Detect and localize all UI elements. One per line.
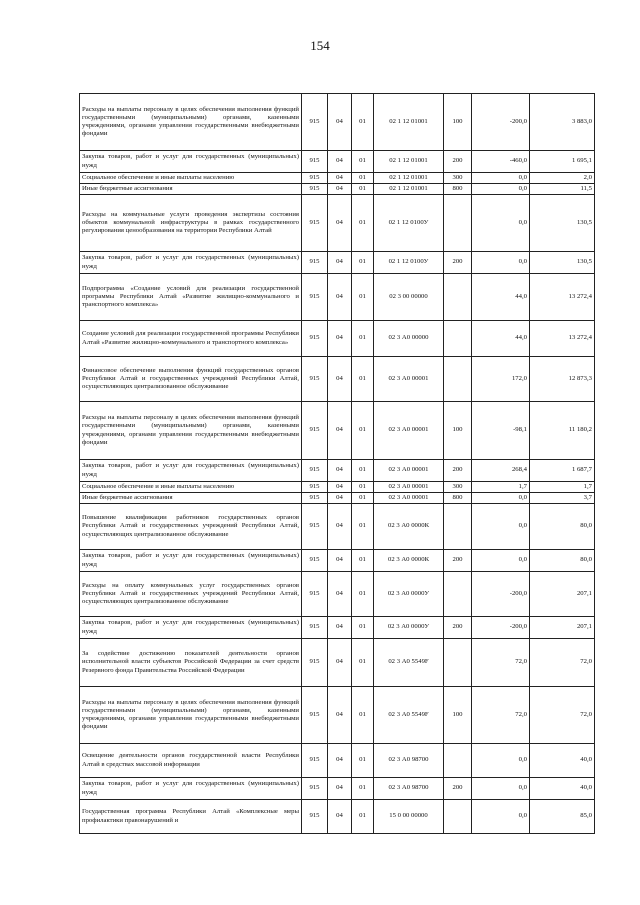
table-row — [80, 744, 595, 778]
row-total-amount: 3,7 — [530, 493, 595, 504]
row-total-amount: 11 180,2 — [530, 402, 595, 460]
row-change-amount: 0,0 — [472, 252, 530, 274]
row-section: 04 — [328, 151, 352, 173]
row-subsection: 01 — [352, 173, 374, 184]
row-total-amount: 130,5 — [530, 252, 595, 274]
row-subsection: 01 — [352, 274, 374, 321]
table-row — [80, 778, 595, 800]
row-change-amount: 0,0 — [472, 504, 530, 550]
table-row — [80, 482, 595, 493]
row-expense-type: 800 — [444, 184, 472, 195]
row-name: Финансовое обеспечение выполнения функций государственных органов Республики Алтай и государственных учреждений Республики Алтай, осуществляющих централизованное обслуживание — [80, 357, 302, 402]
row-total-amount: 11,5 — [530, 184, 595, 195]
row-change-amount: 0,0 — [472, 744, 530, 778]
row-target-article: 02 3 А0 0000У — [374, 572, 444, 617]
row-name: Освещение деятельности органов государственной власти Республики Алтай в средствах массовой информации — [80, 744, 302, 778]
row-change-amount: 0,0 — [472, 184, 530, 195]
row-subsection: 01 — [352, 572, 374, 617]
row-admin-code: 915 — [302, 321, 328, 357]
row-name: Повышение квалификации работников государственных органов Республики Алтай и государственных учреждений Республики Алтай, осуществляющих централизованное обслуживание — [80, 504, 302, 550]
row-name: За содействие достижению показателей деятельности органов исполнительной власти субъектов Российской Федерации за счет средств Резервного фонда Правительства Российской Федерации — [80, 639, 302, 687]
row-admin-code: 915 — [302, 184, 328, 195]
row-total-amount: 2,0 — [530, 173, 595, 184]
row-target-article: 02 3 А0 00001 — [374, 493, 444, 504]
table-row — [80, 687, 595, 744]
row-section: 04 — [328, 800, 352, 834]
row-subsection: 01 — [352, 800, 374, 834]
row-name: Создание условий для реализации государственной программы Республики Алтай «Развитие жилищно-коммунального и транспортного комплекса» — [80, 321, 302, 357]
row-target-article: 02 3 А0 00001 — [374, 460, 444, 482]
row-section: 04 — [328, 687, 352, 744]
row-change-amount: 44,0 — [472, 274, 530, 321]
row-expense-type — [444, 572, 472, 617]
row-total-amount: 1 695,1 — [530, 151, 595, 173]
table-row — [80, 195, 595, 252]
row-section: 04 — [328, 321, 352, 357]
row-target-article: 02 3 А0 00001 — [374, 357, 444, 402]
row-admin-code: 915 — [302, 778, 328, 800]
row-name: Закупка товаров, работ и услуг для государственных (муниципальных) нужд — [80, 778, 302, 800]
row-change-amount: 1,7 — [472, 482, 530, 493]
row-target-article: 02 1 12 01001 — [374, 173, 444, 184]
row-change-amount: 268,4 — [472, 460, 530, 482]
row-admin-code: 915 — [302, 744, 328, 778]
row-name: Социальное обеспечение и иные выплаты населению — [80, 173, 302, 184]
row-total-amount: 130,5 — [530, 195, 595, 252]
row-target-article: 15 0 00 00000 — [374, 800, 444, 834]
row-expense-type — [444, 639, 472, 687]
row-section: 04 — [328, 778, 352, 800]
row-total-amount: 40,0 — [530, 744, 595, 778]
row-subsection: 01 — [352, 493, 374, 504]
row-subsection: 01 — [352, 321, 374, 357]
row-section: 04 — [328, 493, 352, 504]
row-name: Закупка товаров, работ и услуг для государственных (муниципальных) нужд — [80, 617, 302, 639]
row-section: 04 — [328, 572, 352, 617]
row-subsection: 01 — [352, 252, 374, 274]
row-section: 04 — [328, 195, 352, 252]
table-row — [80, 252, 595, 274]
row-section: 04 — [328, 744, 352, 778]
table-row — [80, 274, 595, 321]
row-section: 04 — [328, 252, 352, 274]
row-name: Расходы на выплаты персоналу в целях обеспечения выполнения функций государственными (муниципальными) органами, казенными учреждениями, органами управления государственными внебюджетными фондами — [80, 94, 302, 151]
row-change-amount: -98,1 — [472, 402, 530, 460]
row-subsection: 01 — [352, 617, 374, 639]
row-change-amount: -460,0 — [472, 151, 530, 173]
table-row — [80, 173, 595, 184]
row-section: 04 — [328, 617, 352, 639]
row-admin-code: 915 — [302, 274, 328, 321]
row-admin-code: 915 — [302, 493, 328, 504]
row-expense-type: 200 — [444, 460, 472, 482]
row-name: Расходы на выплаты персоналу в целях обеспечения выполнения функций государственными (муниципальными) органами, казенными учреждениями, органами управления государственными внебюджетными фондами — [80, 687, 302, 744]
row-total-amount: 1 687,7 — [530, 460, 595, 482]
row-target-article: 02 3 А0 00001 — [374, 482, 444, 493]
row-name: Подпрограмма «Создание условий для реализации государственной программы Республики Алтай «Развитие жилищно-коммунального и транспортного комплекса» — [80, 274, 302, 321]
row-subsection: 01 — [352, 744, 374, 778]
row-change-amount: 72,0 — [472, 687, 530, 744]
row-subsection: 01 — [352, 195, 374, 252]
row-total-amount: 40,0 — [530, 778, 595, 800]
row-target-article: 02 3 А0 5549F — [374, 687, 444, 744]
row-change-amount: 0,0 — [472, 195, 530, 252]
row-admin-code: 915 — [302, 687, 328, 744]
row-change-amount: 0,0 — [472, 173, 530, 184]
row-total-amount: 85,0 — [530, 800, 595, 834]
row-subsection: 01 — [352, 482, 374, 493]
row-admin-code: 915 — [302, 482, 328, 493]
row-section: 04 — [328, 184, 352, 195]
row-subsection: 01 — [352, 402, 374, 460]
row-total-amount: 80,0 — [530, 550, 595, 572]
table-row — [80, 504, 595, 550]
row-total-amount: 1,7 — [530, 482, 595, 493]
row-total-amount: 72,0 — [530, 639, 595, 687]
row-target-article: 02 1 12 0100У — [374, 195, 444, 252]
row-change-amount: -200,0 — [472, 572, 530, 617]
row-expense-type: 800 — [444, 493, 472, 504]
row-target-article: 02 3 А0 5549F — [374, 639, 444, 687]
row-change-amount: 172,0 — [472, 357, 530, 402]
row-admin-code: 915 — [302, 151, 328, 173]
row-change-amount: 0,0 — [472, 778, 530, 800]
row-subsection: 01 — [352, 639, 374, 687]
row-admin-code: 915 — [302, 550, 328, 572]
row-change-amount: 0,0 — [472, 550, 530, 572]
row-target-article: 02 1 12 01001 — [374, 184, 444, 195]
row-name: Закупка товаров, работ и услуг для государственных (муниципальных) нужд — [80, 151, 302, 173]
row-section: 04 — [328, 94, 352, 151]
row-target-article: 02 1 12 01001 — [374, 151, 444, 173]
row-name: Расходы на выплаты персоналу в целях обеспечения выполнения функций государственными (муниципальными) органами, казенными учреждениями, органами управления государственными внебюджетными фондами — [80, 402, 302, 460]
row-section: 04 — [328, 357, 352, 402]
row-target-article: 02 3 А0 0000У — [374, 617, 444, 639]
row-target-article: 02 3 А0 98700 — [374, 744, 444, 778]
table-row — [80, 151, 595, 173]
table-row — [80, 800, 595, 834]
table-row — [80, 493, 595, 504]
row-expense-type: 200 — [444, 617, 472, 639]
row-total-amount: 12 873,3 — [530, 357, 595, 402]
table-row — [80, 550, 595, 572]
row-admin-code: 915 — [302, 617, 328, 639]
row-target-article: 02 3 А0 00001 — [374, 402, 444, 460]
row-name: Государственная программа Республики Алтай «Комплексные меры профилактики правонарушений и — [80, 800, 302, 834]
row-change-amount: 0,0 — [472, 493, 530, 504]
row-admin-code: 915 — [302, 252, 328, 274]
row-name: Закупка товаров, работ и услуг для государственных (муниципальных) нужд — [80, 252, 302, 274]
row-admin-code: 915 — [302, 357, 328, 402]
row-change-amount: -200,0 — [472, 94, 530, 151]
row-expense-type: 200 — [444, 252, 472, 274]
row-total-amount: 207,1 — [530, 572, 595, 617]
table-row — [80, 357, 595, 402]
table-row — [80, 572, 595, 617]
row-expense-type: 100 — [444, 402, 472, 460]
row-target-article: 02 3 00 00000 — [374, 274, 444, 321]
row-section: 04 — [328, 550, 352, 572]
row-section: 04 — [328, 173, 352, 184]
table-row — [80, 94, 595, 151]
row-total-amount: 72,0 — [530, 687, 595, 744]
row-subsection: 01 — [352, 460, 374, 482]
row-subsection: 01 — [352, 778, 374, 800]
row-subsection: 01 — [352, 504, 374, 550]
row-admin-code: 915 — [302, 800, 328, 834]
row-section: 04 — [328, 482, 352, 493]
row-admin-code: 915 — [302, 402, 328, 460]
row-name: Закупка товаров, работ и услуг для государственных (муниципальных) нужд — [80, 550, 302, 572]
row-admin-code: 915 — [302, 572, 328, 617]
row-total-amount: 13 272,4 — [530, 274, 595, 321]
row-section: 04 — [328, 460, 352, 482]
row-admin-code: 915 — [302, 173, 328, 184]
row-total-amount: 80,0 — [530, 504, 595, 550]
row-name: Иные бюджетные ассигнования — [80, 184, 302, 195]
table-row — [80, 460, 595, 482]
row-target-article: 02 3 А0 00000 — [374, 321, 444, 357]
row-subsection: 01 — [352, 184, 374, 195]
row-expense-type: 100 — [444, 94, 472, 151]
row-expense-type — [444, 504, 472, 550]
row-target-article: 02 1 12 0100У — [374, 252, 444, 274]
row-section: 04 — [328, 274, 352, 321]
row-subsection: 01 — [352, 550, 374, 572]
row-total-amount: 13 272,4 — [530, 321, 595, 357]
row-expense-type: 200 — [444, 778, 472, 800]
row-change-amount: 0,0 — [472, 800, 530, 834]
row-name: Расходы на оплату коммунальных услуг государственных органов Республики Алтай и государственных учреждений Республики Алтай, осуществляющих централизованное обслуживание — [80, 572, 302, 617]
table-row — [80, 321, 595, 357]
table-row — [80, 639, 595, 687]
table-row — [80, 184, 595, 195]
row-change-amount: 72,0 — [472, 639, 530, 687]
row-expense-type: 100 — [444, 687, 472, 744]
row-target-article: 02 1 12 01001 — [374, 94, 444, 151]
row-target-article: 02 3 А0 0000К — [374, 504, 444, 550]
row-section: 04 — [328, 402, 352, 460]
row-expense-type: 200 — [444, 550, 472, 572]
row-expense-type — [444, 800, 472, 834]
row-name: Социальное обеспечение и иные выплаты населению — [80, 482, 302, 493]
row-expense-type: 300 — [444, 482, 472, 493]
row-change-amount: -200,0 — [472, 617, 530, 639]
table-row — [80, 402, 595, 460]
row-change-amount: 44,0 — [472, 321, 530, 357]
row-admin-code: 915 — [302, 639, 328, 687]
row-section: 04 — [328, 504, 352, 550]
row-expense-type: 200 — [444, 151, 472, 173]
table-row — [80, 617, 595, 639]
row-target-article: 02 3 А0 0000К — [374, 550, 444, 572]
row-subsection: 01 — [352, 357, 374, 402]
row-total-amount: 207,1 — [530, 617, 595, 639]
row-name: Закупка товаров, работ и услуг для государственных (муниципальных) нужд — [80, 460, 302, 482]
row-admin-code: 915 — [302, 504, 328, 550]
row-expense-type — [444, 321, 472, 357]
row-name: Расходы на коммунальные услуги проведения экспертизы состояния объектов коммунальной инфраструктуры в рамках государственного регулирования ценообразования на территории Республики Алтай — [80, 195, 302, 252]
row-expense-type: 300 — [444, 173, 472, 184]
row-subsection: 01 — [352, 94, 374, 151]
row-expense-type — [444, 195, 472, 252]
budget-table — [79, 93, 595, 834]
row-section: 04 — [328, 639, 352, 687]
row-name: Иные бюджетные ассигнования — [80, 493, 302, 504]
row-subsection: 01 — [352, 687, 374, 744]
row-admin-code: 915 — [302, 460, 328, 482]
row-expense-type — [444, 357, 472, 402]
row-target-article: 02 3 А0 98700 — [374, 778, 444, 800]
row-expense-type — [444, 744, 472, 778]
row-admin-code: 915 — [302, 195, 328, 252]
row-total-amount: 3 883,0 — [530, 94, 595, 151]
page-number: 154 — [310, 38, 330, 53]
row-expense-type — [444, 274, 472, 321]
row-admin-code: 915 — [302, 94, 328, 151]
row-subsection: 01 — [352, 151, 374, 173]
